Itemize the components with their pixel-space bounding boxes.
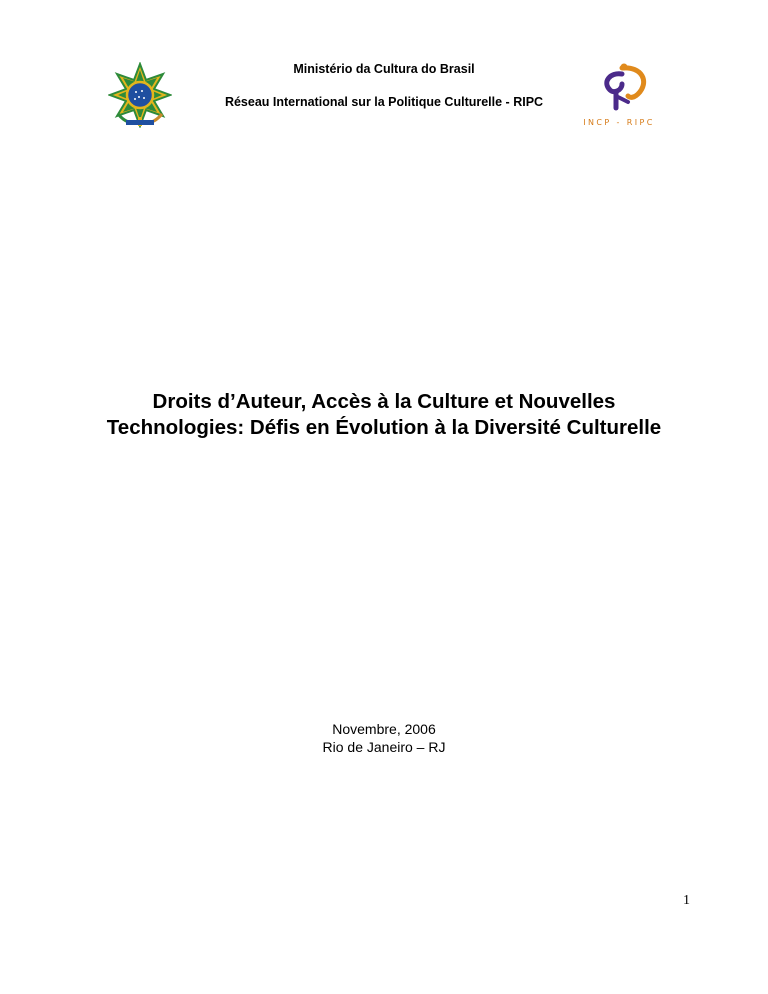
title-line-1: Droits d’Auteur, Accès à la Culture et Nouvelles (152, 390, 616, 413)
logo-caption: INCP - RIPC (583, 118, 655, 127)
incp-ripc-logo-icon (576, 62, 662, 116)
incp-ripc-logo (576, 62, 662, 128)
document-title (20, 389, 748, 441)
page-number: 1 (683, 893, 690, 908)
place-text: Rio de Janeiro – RJ (322, 739, 446, 755)
date-place-block (0, 720, 768, 756)
title-line-2: Technologies: Défis en Évolution à la Diversité Culturelle (106, 416, 662, 439)
ministry-heading: Ministério da Cultura do Brasil (293, 62, 475, 76)
date-text: Novembre, 2006 (332, 721, 436, 737)
network-heading: Réseau International sur la Politique Culturelle - RIPC (224, 95, 544, 109)
